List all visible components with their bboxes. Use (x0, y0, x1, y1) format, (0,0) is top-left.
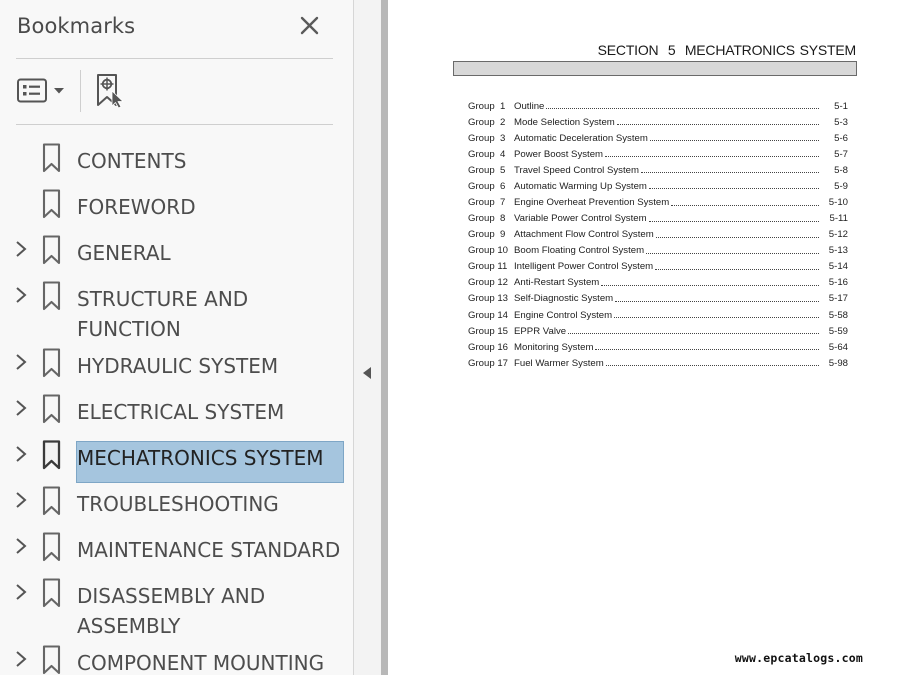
toc-title: Mode Selection System (514, 116, 615, 128)
chevron-right-icon[interactable] (12, 489, 30, 511)
toc-group-number: Group 15 (468, 325, 509, 337)
toc-entry[interactable] (468, 162, 848, 178)
toc-page-number: 5-13 (828, 245, 848, 257)
bookmark-item[interactable] (0, 481, 354, 521)
new-bookmark-button[interactable] (94, 72, 130, 110)
bookmark-label (77, 351, 278, 381)
toc-entry[interactable] (468, 355, 848, 371)
bookmark-label-line: FOREWORD (77, 195, 196, 219)
toc-leader-dots (646, 253, 819, 254)
bookmark-item[interactable] (0, 343, 354, 383)
panel-splitter[interactable] (354, 0, 381, 675)
bookmark-label-line: COMPONENT MOUNTING (77, 651, 325, 675)
section-title: SECTION 5 MECHATRONICS SYSTEM (597, 42, 856, 58)
toc-entry[interactable] (468, 323, 848, 339)
bookmark-label-line: ELECTRICAL SYSTEM (77, 400, 285, 424)
bookmark-icon (42, 645, 62, 675)
bookmark-label (77, 238, 171, 268)
toc-page-number: 5-6 (834, 132, 848, 144)
toc-entry[interactable] (468, 259, 848, 275)
toc-leader-dots (546, 108, 819, 109)
chevron-right-icon[interactable] (12, 397, 30, 419)
toc-page-number: 5-10 (828, 197, 848, 208)
toc-page-number: 5-64 (828, 341, 848, 353)
toc-leader-dots (655, 269, 819, 270)
toc-entry[interactable] (468, 178, 848, 194)
toc-page-number: 5-17 (828, 293, 848, 305)
bookmarks-panel (0, 0, 354, 675)
toc-leader-dots (641, 172, 819, 173)
toc-title: Outline (514, 100, 545, 112)
toc-group-number: Group 13 (468, 293, 509, 305)
toc-group-number: Group 16 (468, 341, 509, 353)
bookmark-label-line: CONTENTS (77, 149, 187, 173)
toc-entry[interactable] (468, 291, 848, 307)
toc-page-number: 5-8 (834, 164, 848, 176)
toc-title: Attachment Flow Control System (514, 229, 654, 241)
collapse-left-icon (360, 362, 374, 384)
close-icon (296, 12, 324, 40)
chevron-right-icon[interactable] (12, 238, 30, 260)
bookmark-label (77, 192, 196, 222)
bookmark-icon (42, 189, 62, 219)
close-panel-button[interactable] (296, 12, 324, 40)
toc-title: Travel Speed Control System (514, 164, 639, 176)
toc-leader-dots (614, 317, 819, 318)
bookmark-options-button[interactable] (15, 76, 71, 106)
toc-entry[interactable] (468, 211, 848, 227)
bookmark-label (77, 397, 284, 427)
bookmark-icon (42, 440, 62, 470)
toc-group-number: Group 5 (468, 164, 506, 176)
toc-group-number: Group 4 (468, 148, 506, 160)
bookmark-item[interactable] (0, 573, 354, 638)
toc-leader-dots (595, 349, 819, 350)
bookmark-label-line: MAINTENANCE STANDARD (77, 538, 341, 562)
bookmark-item[interactable] (0, 640, 354, 675)
collapse-panel-button[interactable] (360, 362, 374, 384)
panel-divider (16, 124, 333, 125)
toc-leader-dots (650, 140, 819, 141)
toolbar-separator (80, 70, 81, 112)
toc-entry[interactable] (468, 243, 848, 259)
toc-leader-dots (671, 205, 819, 206)
toc-leader-dots (601, 285, 819, 286)
chevron-right-icon[interactable] (12, 443, 30, 465)
panel-divider (16, 58, 333, 59)
bookmark-label (77, 443, 323, 473)
toc-title: Anti-Restart System (514, 277, 600, 289)
bookmark-icon (42, 486, 62, 516)
toc-entry[interactable] (468, 227, 848, 243)
toc-leader-dots (649, 188, 819, 189)
chevron-right-icon[interactable] (12, 581, 30, 603)
bookmark-icon (42, 281, 62, 311)
toc-group-number: Group 8 (468, 213, 506, 225)
toc-title: Automatic Warming Up System (514, 180, 647, 192)
bookmark-item[interactable] (0, 527, 354, 567)
bookmark-label-line: STRUCTURE AND (77, 287, 249, 311)
toc-leader-dots (656, 237, 819, 238)
toc-group-number: Group 12 (468, 277, 509, 289)
toc-page-number: 5-58 (828, 309, 848, 321)
toc-title: Boom Floating Control System (514, 245, 645, 257)
toc-group-number: Group 9 (468, 229, 506, 241)
toc-entry[interactable] (468, 339, 848, 355)
toc-title: Intelligent Power Control System (514, 261, 654, 273)
toc-entry[interactable] (468, 194, 848, 210)
toc-leader-dots (649, 221, 819, 222)
bookmark-options-icon (15, 76, 49, 106)
chevron-right-icon[interactable] (12, 284, 30, 306)
toc-group-number: Group 1 (468, 100, 506, 112)
toc-entry[interactable] (468, 130, 848, 146)
bookmark-label-line: HYDRAULIC SYSTEM (77, 354, 279, 378)
toc-page-number: 5-9 (834, 180, 848, 192)
toc-title: Self-Diagnostic System (514, 293, 614, 305)
bookmark-item[interactable] (0, 389, 354, 429)
toc-group-number: Group 3 (468, 132, 506, 144)
toc-leader-dots (606, 365, 819, 366)
toc-leader-dots (615, 301, 819, 302)
toc-title: Engine Control System (514, 309, 613, 321)
panel-title: Bookmarks (17, 14, 136, 38)
toc-leader-dots (605, 156, 819, 157)
toc-page-number: 5-14 (828, 261, 848, 273)
toc-group-number: Group 14 (468, 309, 509, 321)
toc-title: Variable Power Control System (514, 213, 647, 225)
bookmark-item[interactable] (0, 435, 354, 475)
toc-group-number: Group 10 (468, 245, 509, 257)
new-bookmark-icon (94, 72, 130, 110)
toc-leader-dots (568, 333, 819, 334)
bookmark-icon (42, 143, 62, 173)
toc-group-number: Group 2 (468, 116, 506, 128)
chevron-right-icon[interactable] (12, 648, 30, 670)
bookmark-label-line: DISASSEMBLY AND (77, 584, 266, 608)
toc-entry[interactable] (468, 275, 848, 291)
toc-title: EPPR Valve (514, 325, 567, 337)
toc-page-number: 5-1 (834, 100, 848, 112)
document-gutter (381, 0, 388, 675)
toc-page-number: 5-59 (828, 325, 848, 337)
toc-title: Engine Overheat Prevention System (514, 197, 670, 208)
toc-group-number: Group 6 (468, 180, 506, 192)
bookmark-label-line: ASSEMBLY (77, 614, 181, 638)
toc-entry[interactable] (468, 146, 848, 162)
toc-page-number: 5-7 (834, 148, 848, 160)
bookmark-icon (42, 394, 62, 424)
watermark-url: www.epcatalogs.com (734, 651, 863, 665)
toc-title: Automatic Deceleration System (514, 132, 648, 144)
toc-page-number: 5-11 (829, 213, 848, 225)
toc-group-number: Group 7 (468, 197, 506, 208)
toc-title: Power Boost System (514, 148, 604, 160)
bookmark-icon (42, 532, 62, 562)
bookmark-label (77, 489, 279, 519)
toc-group-number: Group 17 (468, 357, 509, 369)
bookmark-item[interactable] (0, 138, 354, 178)
bookmark-label (77, 146, 186, 176)
chevron-right-icon[interactable] (12, 351, 30, 373)
toc-group-number: Group 11 (468, 261, 508, 273)
bookmark-item[interactable] (0, 276, 354, 341)
toc-entry[interactable] (468, 98, 848, 114)
bookmark-label-line: TROUBLESHOOTING (77, 492, 279, 516)
toc-page-number: 5-12 (828, 229, 848, 241)
toc-leader-dots (617, 124, 819, 125)
bookmark-label (77, 648, 324, 675)
toc-page-number: 5-16 (828, 277, 848, 289)
bookmark-label (77, 535, 340, 565)
section-title-bar (453, 61, 857, 76)
toc-entry[interactable] (468, 307, 848, 323)
chevron-right-icon[interactable] (12, 535, 30, 557)
bookmark-label-line: FUNCTION (77, 317, 181, 341)
bookmark-icon (42, 235, 62, 265)
bookmark-label-line: MECHATRONICS SYSTEM (77, 446, 324, 470)
toc-page-number: 5-98 (828, 357, 848, 369)
chevron-down-icon (52, 76, 66, 106)
bookmark-label-line: GENERAL (77, 241, 171, 265)
toc-entry[interactable] (468, 114, 848, 130)
bookmark-item[interactable] (0, 230, 354, 270)
toc-title: Monitoring System (514, 341, 594, 353)
bookmark-item[interactable] (0, 184, 354, 224)
bookmark-label (77, 284, 248, 344)
bookmark-label (77, 581, 265, 641)
bookmark-icon (42, 348, 62, 378)
bookmark-icon (42, 578, 62, 608)
toc-title: Fuel Warmer System (514, 357, 604, 369)
table-of-contents (468, 98, 848, 371)
toc-page-number: 5-3 (834, 116, 848, 128)
document-page (388, 0, 913, 675)
